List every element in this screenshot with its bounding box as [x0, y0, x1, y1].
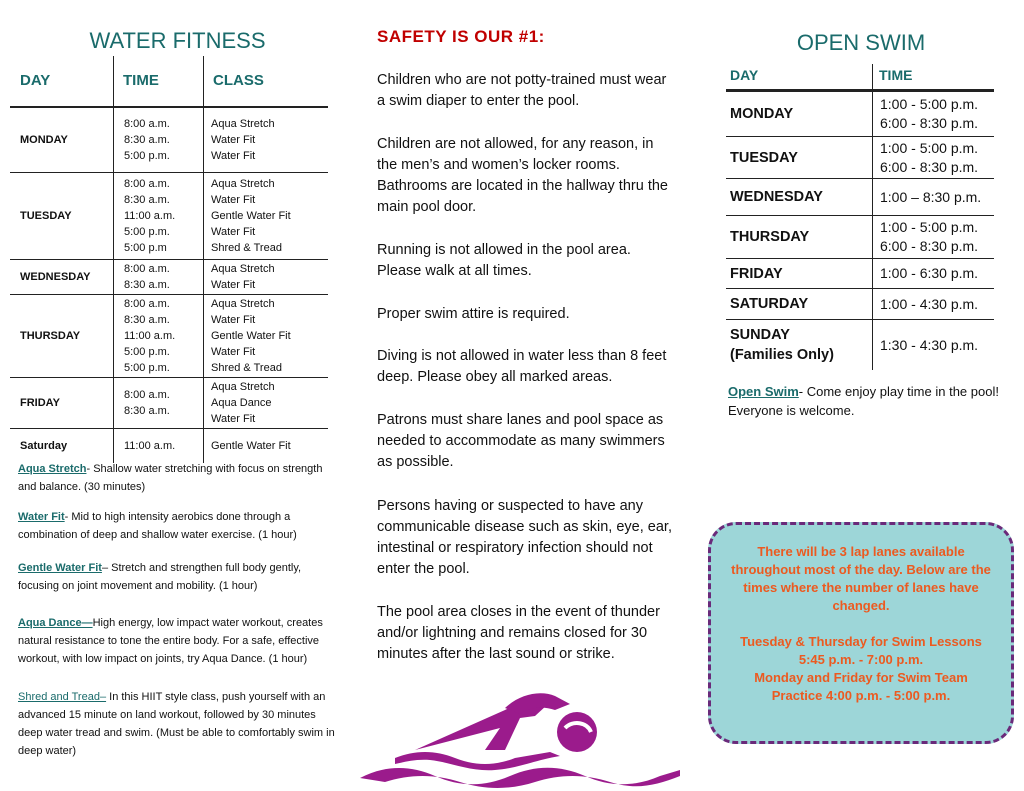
- open-swim-time: 1:00 - 4:30 p.m.: [880, 295, 979, 312]
- schedule-class: Water Fit: [211, 346, 256, 358]
- open-swim-note-text: - Come enjoy play time in the pool! Everyone is welcome.: [728, 384, 999, 418]
- schedule-time: 5:00 p.m.: [124, 226, 170, 238]
- schedule-classes: [203, 173, 291, 259]
- schedule-class: Gentle Water Fit: [211, 440, 291, 452]
- open-swim-day-label: (Families Only): [730, 347, 834, 363]
- schedule-times: [113, 108, 203, 172]
- schedule-class: Aqua Stretch: [211, 118, 275, 130]
- schedule-time: 8:30 a.m.: [124, 279, 170, 291]
- schedule-time: 8:00 a.m.: [124, 298, 170, 310]
- schedule-class: Water Fit: [211, 226, 256, 238]
- open-swim-time: 6:00 - 8:30 p.m.: [880, 238, 979, 254]
- desc-aqua-dance: [18, 614, 338, 668]
- lap-lanes-callout: [708, 522, 1014, 744]
- schedule-class: Shred & Tread: [211, 362, 282, 374]
- header-day: DAY: [20, 72, 51, 89]
- safety-rule: Children are not allowed, for any reason, in the men’s and women’s locker rooms. Bathrooms are located in the hallway thru the main pool door.: [377, 136, 668, 215]
- schedule-day: TUESDAY: [20, 210, 72, 222]
- desc-term: Aqua Stretch: [18, 463, 87, 475]
- schedule-class: Water Fit: [211, 314, 256, 326]
- desc-text: In this HIIT style class, push yourself with an advanced 15 minute on land workout, followed by 30 minutes deep water tread and swim. (Must be able to comfortably swim in deep water): [18, 691, 335, 757]
- open-swim-day: [726, 320, 872, 370]
- safety-rule: The pool area closes in the event of thunder and/or lightning and remains closed for 30 minutes after the last sound or strike.: [377, 604, 660, 662]
- header-class: CLASS: [213, 72, 264, 89]
- water-fitness-table-header: [10, 56, 328, 108]
- schedule-time: 8:00 a.m.: [124, 263, 170, 275]
- schedule-time: 11:00 a.m.: [124, 440, 176, 452]
- open-swim-time: 6:00 - 8:30 p.m.: [880, 115, 979, 131]
- schedule-class: Aqua Stretch: [211, 263, 275, 275]
- schedule-time: 5:00 p.m.: [124, 150, 170, 162]
- schedule-time: 5:00 p.m: [124, 242, 167, 254]
- open-swim-day-label: THURSDAY: [730, 229, 810, 245]
- open-swim-time: 1:00 - 5:00 p.m.: [880, 139, 979, 156]
- schedule-row: [10, 429, 328, 463]
- header-time: TIME: [879, 67, 913, 83]
- open-swim-row: [726, 320, 994, 370]
- schedule-times: [113, 173, 203, 259]
- desc-text: - Shallow water stretching with focus on strength and balance. (30 minutes): [18, 463, 323, 493]
- open-swim-times: [872, 216, 994, 258]
- desc-aqua-stretch: [18, 460, 338, 496]
- schedule-row: [10, 173, 328, 260]
- schedule-time: 11:00 a.m.: [124, 210, 176, 222]
- open-swim-row: [726, 137, 994, 179]
- schedule-classes: [203, 378, 275, 428]
- open-swim-table: [726, 64, 994, 370]
- schedule-times: [113, 429, 203, 463]
- open-swim-time: 1:00 - 6:30 p.m.: [880, 265, 979, 281]
- open-swim-day: [726, 259, 872, 288]
- open-swim-times: [872, 259, 994, 288]
- schedule-classes: [203, 260, 275, 294]
- desc-water-fit: [18, 508, 338, 544]
- lap-lanes-line: Monday and Friday for Swim Team: [754, 670, 968, 685]
- water-fitness-column: [10, 0, 340, 791]
- safety-rule: Running is not allowed in the pool area. Please walk at all times.: [377, 242, 631, 279]
- desc-term: Gentle Water Fit: [18, 562, 102, 574]
- open-swim-day: [726, 179, 872, 215]
- desc-term: Water Fit: [18, 511, 65, 523]
- safety-rule: Children who are not potty-trained must wear a swim diaper to enter the pool.: [377, 72, 667, 109]
- lap-lanes-line: Practice 4:00 p.m. - 5:00 p.m.: [771, 688, 951, 703]
- lap-lanes-line: 5:45 p.m. - 7:00 p.m.: [798, 652, 924, 667]
- schedule-times: [113, 260, 203, 294]
- open-swim-day: [726, 137, 872, 178]
- open-swim-row: [726, 92, 994, 137]
- schedule-class: Gentle Water Fit: [211, 210, 291, 222]
- schedule-class: Aqua Stretch: [211, 381, 275, 393]
- schedule-day: MONDAY: [20, 134, 68, 146]
- water-fitness-table: [10, 56, 328, 463]
- desc-text: – Stretch and strengthen full body gently, focusing on joint movement and mobility. (1 hour): [18, 562, 302, 592]
- open-swim-day: [726, 216, 872, 258]
- safety-rule: Proper swim attire is required.: [377, 306, 570, 322]
- swimmer-icon: [355, 680, 685, 788]
- safety-rule: Persons having or suspected to have any communicable disease such as skin, eye, ear, intestinal or respiratory infection should not enter the pool.: [377, 498, 672, 577]
- safety-rule: Patrons must share lanes and pool space as needed to accommodate as many swimmers as possible.: [377, 412, 665, 470]
- open-swim-row: [726, 289, 994, 320]
- open-swim-day-label: SATURDAY: [730, 296, 809, 312]
- schedule-class: Water Fit: [211, 279, 256, 291]
- header-time: TIME: [123, 72, 159, 89]
- open-swim-day-label: SUNDAY: [730, 327, 790, 343]
- schedule-class: Water Fit: [211, 150, 256, 162]
- open-swim-time: 6:00 - 8:30 p.m.: [880, 158, 979, 175]
- open-swim-row: [726, 179, 994, 216]
- schedule-class: Shred & Tread: [211, 242, 282, 254]
- schedule-day: Saturday: [20, 440, 68, 452]
- open-swim-time: 1:00 – 8:30 p.m.: [880, 188, 982, 205]
- schedule-time: 11:00 a.m.: [124, 330, 176, 342]
- open-swim-times: [872, 320, 994, 370]
- open-swim-day-label: TUESDAY: [730, 149, 798, 166]
- open-swim-title: OPEN SWIM: [796, 30, 926, 55]
- desc-text: - Mid to high intensity aerobics done through a combination of deep and shallow water exercise. (1 hour): [18, 511, 297, 541]
- desc-text: High energy, low impact water workout, creates natural resistance to tone the entire body. For a safe, effective workout, with low impact on joints, try Aqua Dance. (1 hour): [18, 617, 323, 665]
- open-swim-rows: [726, 92, 994, 370]
- schedule-classes: [203, 429, 291, 463]
- water-fitness-title: WATER FITNESS: [89, 28, 266, 53]
- schedule-class: Water Fit: [211, 134, 256, 146]
- safety-column: [377, 0, 677, 791]
- safety-rule: Diving is not allowed in water less than 8 feet deep. Please obey all marked areas.: [377, 348, 667, 385]
- schedule-class: Gentle Water Fit: [211, 330, 291, 342]
- open-swim-time: 1:00 - 5:00 p.m.: [880, 219, 979, 235]
- desc-term: Aqua Dance—: [18, 617, 93, 629]
- schedule-classes: [203, 295, 291, 377]
- lap-lanes-line: Tuesday & Thursday for Swim Lessons: [740, 634, 982, 649]
- open-swim-time: 1:30 - 4:30 p.m.: [880, 336, 979, 353]
- schedule-row: [10, 378, 328, 429]
- schedule-time: 5:00 p.m.: [124, 362, 170, 374]
- schedule-times: [113, 378, 203, 428]
- schedule-class: Water Fit: [211, 413, 256, 425]
- lap-lanes-intro: There will be 3 lap lanes available throughout most of the day. Below are the times where the number of lanes have changed.: [731, 544, 991, 613]
- open-swim-times: [872, 179, 994, 215]
- schedule-time: 8:00 a.m.: [124, 118, 170, 130]
- schedule-time: 8:30 a.m.: [124, 134, 170, 146]
- desc-term: Shred and Tread–: [18, 691, 107, 703]
- safety-title: SAFETY IS OUR #1:: [377, 27, 545, 46]
- schedule-class: Aqua Stretch: [211, 298, 275, 310]
- water-fitness-rows: [10, 108, 328, 463]
- open-swim-times: [872, 92, 994, 136]
- schedule-class: Aqua Stretch: [211, 178, 275, 190]
- schedule-times: [113, 295, 203, 377]
- open-swim-note-term: Open Swim: [728, 384, 799, 399]
- open-swim-row: [726, 216, 994, 259]
- desc-shred-and-tread: [18, 688, 338, 760]
- schedule-time: 8:00 a.m.: [124, 178, 170, 190]
- open-swim-times: [872, 137, 994, 178]
- open-swim-time: 1:00 - 5:00 p.m.: [880, 96, 979, 112]
- schedule-day: FRIDAY: [20, 397, 60, 409]
- header-day: DAY: [730, 67, 759, 83]
- open-swim-day: [726, 289, 872, 319]
- schedule-day: WEDNESDAY: [20, 271, 91, 283]
- open-swim-day-label: FRIDAY: [730, 265, 783, 282]
- schedule-row: [10, 295, 328, 378]
- open-swim-times: [872, 289, 994, 319]
- schedule-class: Aqua Dance: [211, 397, 272, 409]
- schedule-time: 8:30 a.m.: [124, 314, 170, 326]
- open-swim-day: [726, 92, 872, 136]
- open-swim-table-header: [726, 64, 994, 92]
- schedule-row: [10, 260, 328, 295]
- open-swim-day-label: WEDNESDAY: [730, 189, 823, 205]
- schedule-row: [10, 108, 328, 173]
- open-swim-note: [728, 382, 1003, 420]
- schedule-time: 5:00 p.m.: [124, 346, 170, 358]
- open-swim-day-label: MONDAY: [730, 106, 794, 122]
- schedule-time: 8:30 a.m.: [124, 405, 170, 417]
- schedule-time: 8:00 a.m.: [124, 389, 170, 401]
- open-swim-row: [726, 259, 994, 289]
- schedule-class: Water Fit: [211, 194, 256, 206]
- schedule-time: 8:30 a.m.: [124, 194, 170, 206]
- desc-gentle-water-fit: [18, 559, 338, 595]
- schedule-day: THURSDAY: [20, 330, 81, 342]
- schedule-classes: [203, 108, 275, 172]
